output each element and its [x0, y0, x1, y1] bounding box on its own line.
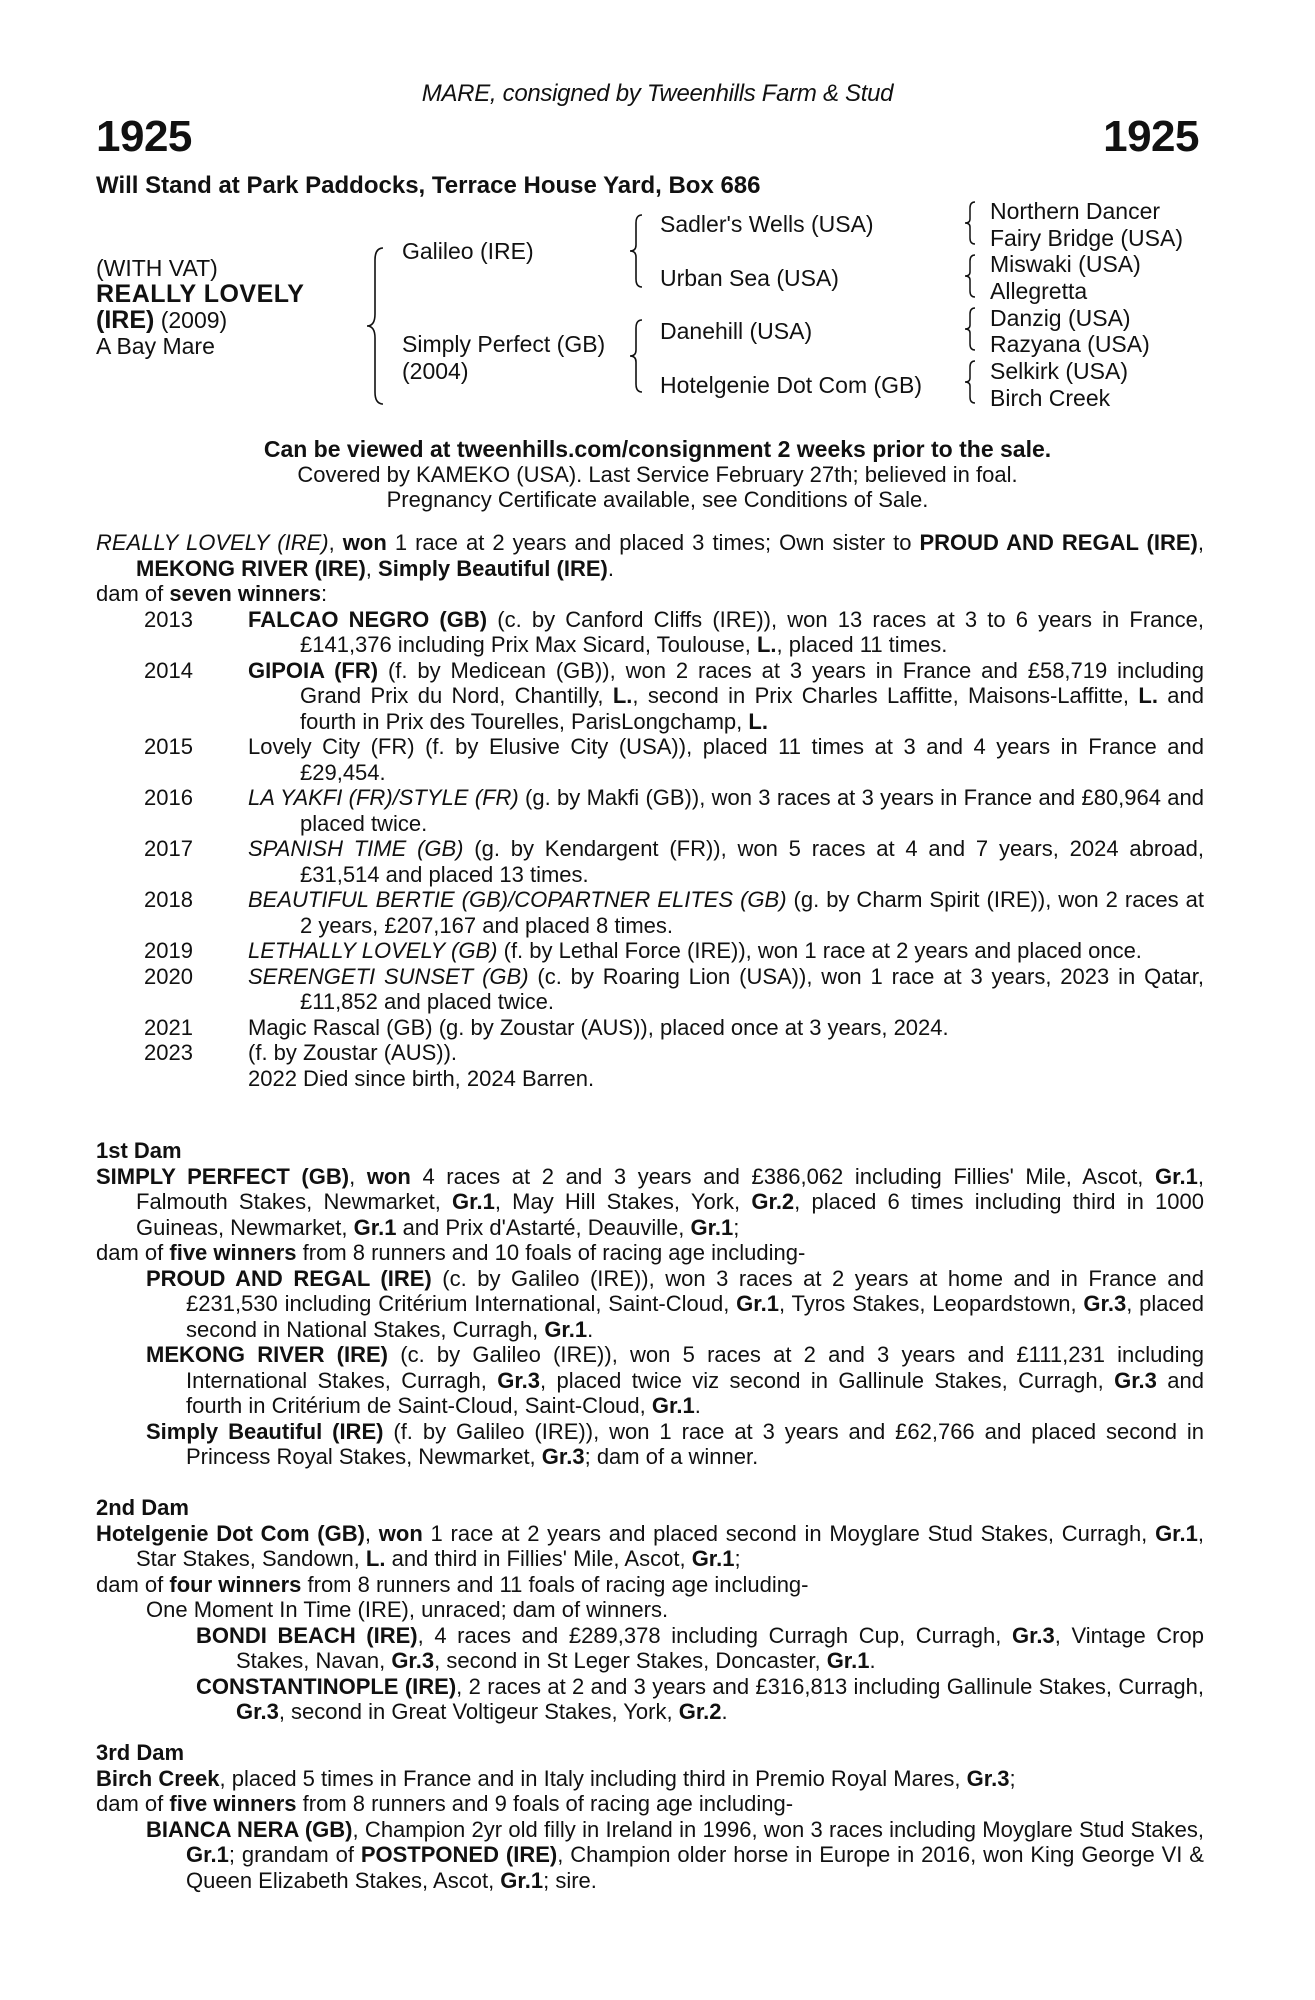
dam: Simply Perfect (GB) — [402, 331, 606, 357]
offspring-name: BONDI BEACH (IRE) — [196, 1622, 418, 1648]
progeny-row — [96, 1015, 1204, 1041]
offspring-record — [96, 1419, 1204, 1470]
sep: : — [321, 581, 328, 606]
text: (f. by Galileo (IRE)), won 1 race at 3 years and £62,766 and placed second in Princess Royal Stakes, Newmarket, — [186, 1418, 1204, 1469]
grade: Gr.1 — [651, 1393, 695, 1418]
progeny-text — [248, 887, 1204, 938]
third-dam-name: Birch Creek — [96, 1765, 220, 1791]
offspring-name: CONSTANTINOPLE (IRE) — [196, 1673, 457, 1699]
second-dam-heading: 2nd Dam — [96, 1495, 189, 1520]
sibling-2: MEKONG RIVER (IRE) — [136, 555, 366, 581]
progeny-row — [96, 607, 1204, 658]
grade: Gr.1 — [826, 1648, 870, 1673]
progeny-year: 2017 — [144, 836, 193, 861]
text: (c. by Galileo (IRE)), won 5 races at 2 and 3 years and £111,231 including International Stakes, Curragh, — [186, 1342, 1204, 1393]
first-dam-record: SIMPLY PERFECT (GB), won 4 races at 2 and 3 years and £386,062 including Fillies' Mile, Ascot, Gr.1, Falmouth Stakes, Newmarket, Gr.1, May Hill Stakes, York, Gr.2, placed 6 times including third in 1000 Guineas, Newmarket, Gr.1 and Prix d'Astarté, Deauville, Gr.1; — [96, 1163, 1204, 1240]
grade: Gr.3 — [236, 1699, 279, 1724]
pedigree-brace-main — [365, 246, 385, 406]
progeny-name: FALCAO NEGRO (GB) — [248, 606, 488, 632]
text: (f. by Lethal Force (IRE)), won 1 race at 2 years and placed once. — [497, 938, 1142, 963]
text: and third in Fillies' Mile, Ascot, — [385, 1546, 692, 1571]
progeny-name: SERENGETI SUNSET (GB) — [248, 963, 529, 989]
dam-dam: Hotelgenie Dot Com (GB) — [660, 372, 923, 398]
progeny-row — [96, 836, 1204, 887]
sale-notes — [0, 437, 1315, 512]
ss-sire: Northern Dancer — [990, 198, 1161, 224]
progeny-row — [96, 1040, 1204, 1066]
sd-dam: Allegretta — [990, 278, 1088, 304]
offspring-name: PROUD AND REGAL (IRE) — [146, 1265, 432, 1291]
second-dam-grand-offspring — [96, 1623, 1204, 1725]
text: , second in Great Voltigeur Stakes, York, — [278, 1699, 679, 1724]
text: , Champion older horse in Europe in 2016, won King George VI & Queen Elizabeth Stakes, Ascot, — [186, 1842, 1204, 1893]
text: from 8 runners and 10 foals of racing age including- — [296, 1240, 806, 1265]
progeny-year: 2014 — [144, 657, 193, 683]
produce-record — [96, 530, 1204, 1091]
text: and fourth in Prix des Tourelles, ParisLongchamp, — [300, 683, 1204, 734]
won-label: won — [378, 1520, 423, 1546]
winners-count: five winners — [169, 1791, 297, 1816]
progeny-text — [248, 734, 1204, 785]
consignor-line: MARE, consigned by Tweenhills Farm & Stud — [421, 80, 894, 107]
progeny-year: 2023 — [144, 1040, 193, 1065]
grade: Gr.1 — [690, 1214, 734, 1240]
grade: Gr.3 — [1083, 1291, 1127, 1316]
progeny-year: 2020 — [144, 963, 193, 989]
listed: L. — [365, 1546, 386, 1571]
summary-horse-name: REALLY LOVELY (IRE) — [96, 530, 329, 555]
third-dam-heading: 3rd Dam — [96, 1740, 185, 1765]
ds-dam: Razyana (USA) — [990, 331, 1150, 357]
progeny-note: 2022 Died since birth, 2024 Barren. — [248, 1065, 595, 1091]
progeny-year: 2018 — [144, 887, 193, 912]
offspring-record — [96, 1623, 1204, 1674]
progeny-row — [96, 785, 1204, 836]
grade: Gr.3 — [1011, 1622, 1055, 1648]
sd-sire: Miswaki (USA) — [990, 251, 1141, 277]
text: ; — [733, 1214, 740, 1240]
grade: Gr.1 — [736, 1291, 779, 1316]
text: (c. by Roaring Lion (USA)), won 1 race at 3 years, 2023 in Qatar, £11,852 and placed twice. — [300, 963, 1204, 1014]
text: . — [587, 1316, 594, 1342]
text: (c. by Canford Cliffs (IRE)), won 13 races at 3 to 6 years in France, £141,376 including Prix Max Sicard, Toulouse, — [300, 606, 1204, 657]
pedigree-brace-sire — [628, 213, 644, 289]
third-dam-produce-line — [96, 1791, 1204, 1817]
offspring-record — [96, 1266, 1204, 1343]
third-dam-record — [96, 1766, 1204, 1792]
one-moment-in-time: One Moment In Time (IRE), unraced; dam of winners. — [146, 1597, 669, 1622]
progeny-name: LA YAKFI (FR)/STYLE (FR) — [248, 785, 519, 810]
bianca-nera-record — [96, 1817, 1204, 1894]
dd-dam: Birch Creek — [990, 385, 1111, 411]
first-dam-produce-line — [96, 1240, 1204, 1266]
grade: Gr.1 — [452, 1189, 495, 1214]
horse-description: A Bay Mare — [96, 333, 215, 359]
ss-dam: Fairy Bridge (USA) — [990, 225, 1183, 251]
text: , second in Prix Charles Laffitte, Maisons-Laffitte, — [632, 683, 1139, 708]
progeny-text — [248, 1015, 1204, 1041]
progeny-row — [96, 938, 1204, 964]
grade: Gr.2 — [751, 1189, 795, 1214]
offspring-record — [96, 1342, 1204, 1419]
dam-of-label: dam of — [96, 1571, 170, 1597]
text: , Tyros Stakes, Leopardstown, — [778, 1291, 1084, 1316]
progeny-name: GIPOIA (FR) — [248, 657, 379, 683]
progeny-name: SPANISH TIME (GB) — [248, 836, 464, 861]
text: , 2 races at 2 and 3 years and £316,813 including Gallinule Stakes, Curragh, — [456, 1673, 1204, 1699]
text: . — [721, 1699, 728, 1724]
sep: , — [1197, 530, 1204, 555]
progeny-text — [248, 607, 1204, 658]
grade: Gr.1 — [544, 1316, 588, 1342]
progeny-name: LETHALLY LOVELY (GB) — [248, 938, 498, 963]
dam-of-line — [96, 581, 1204, 607]
sire-sire: Sadler's Wells (USA) — [660, 211, 874, 237]
winners-count: four winners — [169, 1571, 302, 1597]
text: , placed 11 times. — [776, 632, 948, 657]
progeny-year: 2021 — [144, 1014, 193, 1040]
lot-number-right: 1925 — [1103, 112, 1199, 161]
pedigree-brace-ds — [963, 306, 977, 352]
text: , placed twice viz second in Gallinule Stakes, Curragh, — [540, 1367, 1115, 1393]
second-dam-record: Hotelgenie Dot Com (GB), won 1 race at 2 years and placed second in Moyglare Stud Stakes, Curragh, Gr.1, Star Stakes, Sandown, L. and third in Fillies' Mile, Ascot, Gr.1; — [96, 1520, 1204, 1571]
listed: L. — [612, 683, 633, 708]
stand-location: Will Stand at Park Paddocks, Terrace House Yard, Box 686 — [96, 172, 761, 199]
progeny-row — [96, 964, 1204, 1015]
text: (g. by Zoustar (AUS)), placed once at 3 years, 2024. — [432, 1014, 949, 1040]
text: from 8 runners and 11 foals of racing age including- — [301, 1571, 809, 1597]
summary-text: 1 race at 2 years and placed 3 times; Own sister to — [386, 530, 920, 555]
progeny-text — [248, 658, 1204, 735]
text: ; dam of a winner. — [584, 1444, 759, 1469]
text: ; — [734, 1546, 741, 1571]
text: , Champion 2yr old filly in Ireland in 1996, won 3 races including Moyglare Stud Stakes, — [352, 1816, 1204, 1842]
bianca-nera-name: BIANCA NERA (GB) — [146, 1816, 353, 1842]
dd-sire: Selkirk (USA) — [990, 358, 1129, 384]
vat-label: (WITH VAT) — [96, 255, 218, 281]
dam-of-label: dam of — [96, 1791, 170, 1816]
progeny-text — [248, 938, 1204, 964]
text: , second in St Leger Stakes, Doncaster, — [434, 1648, 827, 1673]
text: , placed 6 times including third in 1000 Guineas, Newmarket, — [136, 1189, 1204, 1240]
dam-of-label: dam of — [96, 1240, 170, 1265]
summary-paragraph — [96, 530, 1204, 581]
won-label: won — [366, 1163, 411, 1189]
text: from 8 runners and 9 foals of racing age including- — [296, 1791, 794, 1816]
grade: Gr.3 — [391, 1648, 435, 1673]
viewing-note: Can be viewed at tweenhills.com/consignment 2 weeks prior to the sale. — [263, 436, 1052, 462]
dam-sire: Danehill (USA) — [660, 318, 813, 344]
first-dam-section — [96, 1138, 1204, 1470]
text: , May Hill Stakes, York, — [494, 1189, 752, 1214]
certificate-note: Pregnancy Certificate available, see Conditions of Sale. — [386, 487, 929, 512]
progeny-year: 2015 — [144, 734, 193, 759]
text: , Star Stakes, Sandown, — [136, 1520, 1204, 1571]
text: 4 races at 2 and 3 years and £386,062 including Fillies' Mile, Ascot, — [410, 1163, 1156, 1189]
text: , placed 5 times in France and in Italy including third in Premio Royal Mares, — [219, 1765, 967, 1791]
second-dam-produce-line — [96, 1572, 1204, 1598]
text: (f. by Zoustar (AUS)). — [248, 1040, 458, 1065]
progeny-year: 2016 — [144, 785, 193, 810]
listed: L. — [1138, 683, 1158, 708]
text: ; — [1009, 1765, 1016, 1791]
progeny-row — [96, 734, 1204, 785]
grade: Gr.1 — [1155, 1163, 1198, 1189]
text: ; sire. — [543, 1867, 597, 1893]
sibling-3: Simply Beautiful (IRE) — [378, 555, 608, 581]
listed: L. — [756, 632, 777, 657]
ds-sire: Danzig (USA) — [990, 305, 1131, 331]
horse-year: (2009) — [154, 307, 228, 333]
progeny-name: BEAUTIFUL BERTIE (GB)/COPARTNER ELITES (GB) — [248, 887, 787, 912]
text: , Vintage Crop Stakes, Navan, — [236, 1622, 1204, 1673]
progeny-text — [248, 1040, 1204, 1066]
grade: Gr.3 — [1114, 1367, 1157, 1393]
third-dam-section — [96, 1740, 1204, 1893]
first-dam-name: SIMPLY PERFECT (GB) — [96, 1163, 350, 1189]
sibling-1: PROUD AND REGAL (IRE) — [919, 530, 1198, 555]
progeny-note-row — [96, 1066, 1204, 1092]
covered-note: Covered by KAMEKO (USA). Last Service February 27th; believed in foal. — [297, 462, 1018, 487]
progeny-name: Magic Rascal (GB) — [248, 1014, 433, 1040]
listed: L. — [748, 708, 768, 734]
first-dam-offspring — [96, 1266, 1204, 1470]
text: . — [694, 1393, 701, 1418]
progeny-row — [96, 658, 1204, 735]
grade: Gr.3 — [966, 1765, 1010, 1791]
grade: Gr.1 — [353, 1214, 397, 1240]
lot-number-left: 1925 — [96, 112, 192, 161]
progeny-text — [248, 836, 1204, 887]
text: (f. by Elusive City (USA)), placed 11 times at 3 and 4 years in France and £29,454. — [300, 734, 1204, 785]
text: , Falmouth Stakes, Newmarket, — [136, 1163, 1204, 1214]
second-dam-section — [96, 1495, 1204, 1725]
text: (g. by Kendargent (FR)), won 5 races at 4 and 7 years, 2024 abroad, £31,514 and placed 13 times. — [300, 836, 1204, 887]
progeny-name: Lovely City (FR) — [248, 734, 415, 759]
sep: , — [328, 530, 343, 555]
winners-count: seven winners — [169, 581, 322, 606]
winners-count: five winners — [169, 1240, 297, 1265]
horse-name: REALLY LOVELY — [96, 280, 305, 308]
grade: Gr.3 — [497, 1367, 541, 1393]
dam-of-label: dam of — [96, 581, 170, 606]
progeny-row — [96, 887, 1204, 938]
progeny-year: 2019 — [144, 938, 193, 963]
postponed-name: POSTPONED (IRE) — [360, 1842, 558, 1867]
progeny-text — [248, 785, 1204, 836]
text: 1 race at 2 years and placed second in Moyglare Stud Stakes, Curragh, — [422, 1520, 1156, 1546]
won-label: won — [342, 530, 387, 555]
text: (f. by Medicean (GB)), won 2 races at 3 years in France and £58,719 including Grand Prix du Nord, Chantilly, — [300, 657, 1204, 708]
dam-year: (2004) — [402, 358, 469, 384]
text: . — [869, 1648, 876, 1673]
pedigree-brace-sd — [963, 253, 977, 299]
text: (c. by Galileo (IRE)), won 3 races at 2 years at home and in France and £231,530 including Critérium International, Saint-Cloud, — [186, 1265, 1205, 1316]
progeny-text — [248, 964, 1204, 1015]
text: , placed second in National Stakes, Curragh, — [186, 1291, 1204, 1342]
pedigree-brace-dd — [963, 359, 977, 405]
text: ; grandam of — [228, 1842, 361, 1867]
text: (g. by Charm Spirit (IRE)), won 2 races at 2 years, £207,167 and placed 8 times. — [300, 887, 1205, 938]
sire-dam: Urban Sea (USA) — [660, 265, 839, 291]
text: and fourth in Critérium de Saint-Cloud, Saint-Cloud, — [186, 1367, 1204, 1418]
sire: Galileo (IRE) — [402, 238, 534, 264]
horse-block — [96, 255, 304, 359]
offspring-record — [96, 1674, 1204, 1725]
pedigree-brace-dam — [628, 318, 644, 394]
horse-country: (IRE) — [96, 306, 155, 334]
grade: Gr.1 — [691, 1546, 735, 1571]
text: , 4 races and £289,378 including Curragh Cup, Curragh, — [417, 1622, 1012, 1648]
progeny-year: 2013 — [144, 606, 193, 632]
first-dam-heading: 1st Dam — [96, 1138, 182, 1163]
sep: . — [607, 555, 614, 581]
progeny-list — [96, 607, 1204, 1066]
text: and Prix d'Astarté, Deauville, — [396, 1214, 691, 1240]
offspring-name: MEKONG RIVER (IRE) — [146, 1342, 389, 1367]
grade: Gr.1 — [1155, 1520, 1198, 1546]
second-dam-name: Hotelgenie Dot Com (GB) — [96, 1520, 365, 1546]
grade: Gr.2 — [678, 1699, 722, 1724]
offspring-name: Simply Beautiful (IRE) — [146, 1418, 384, 1444]
grade: Gr.1 — [500, 1867, 544, 1893]
grade: Gr.3 — [541, 1444, 585, 1469]
grade: Gr.1 — [186, 1842, 229, 1867]
text: (g. by Makfi (GB)), won 3 races at 3 years in France and £80,964 and placed twice. — [300, 785, 1204, 836]
pedigree-brace-ss — [963, 200, 977, 246]
sep: , — [365, 555, 379, 581]
